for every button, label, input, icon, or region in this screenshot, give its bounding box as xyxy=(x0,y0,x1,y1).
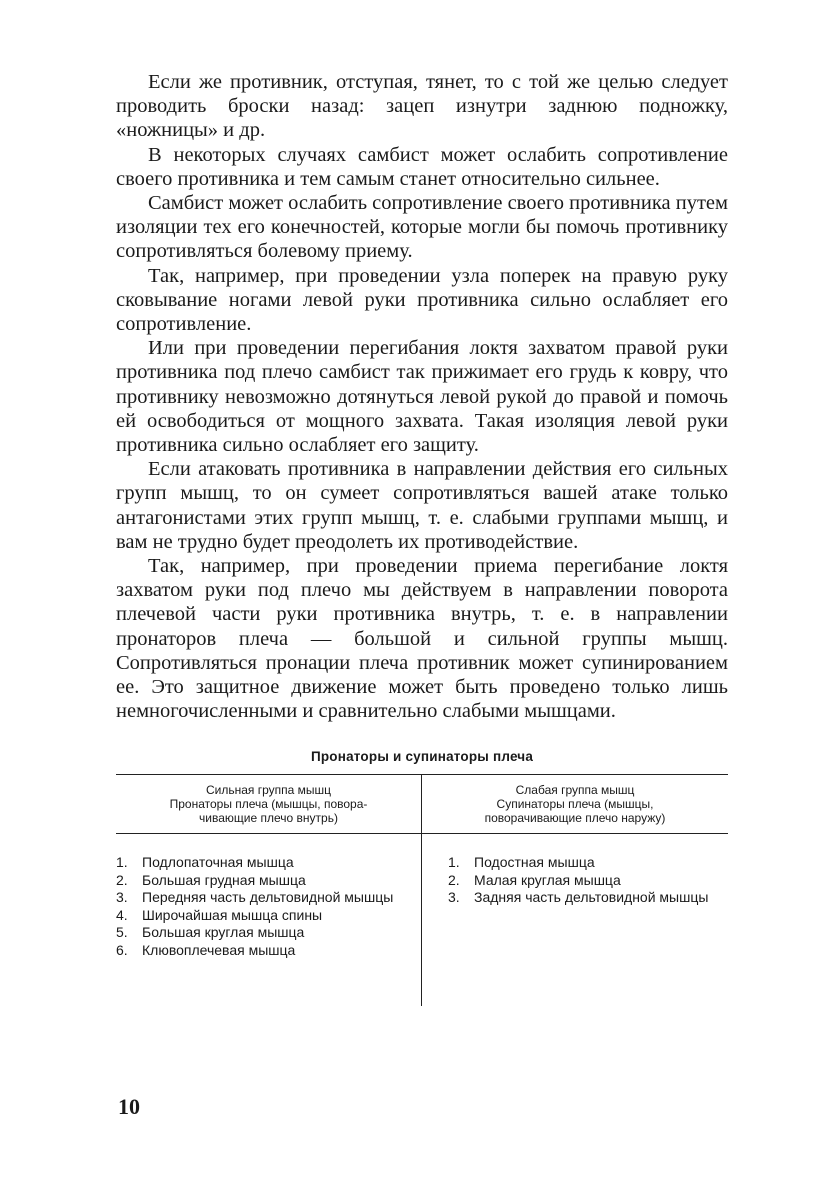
list-item xyxy=(116,942,413,960)
list-item-text: Подостная мышца xyxy=(474,854,595,871)
list-item-text: Большая грудная мышца xyxy=(142,871,306,888)
list-item-number: 1. xyxy=(448,854,460,871)
list-item-text: Большая круглая мышца xyxy=(142,924,305,941)
list-item xyxy=(448,854,720,872)
list-item-text: Передняя часть дельтовидной мышцы xyxy=(142,889,394,906)
paragraph-2: В некоторых случаях самбист может ослабить сопротивление своего противника и тем самым станет относительно сильнее. xyxy=(116,143,728,190)
pronator-list xyxy=(116,854,413,959)
right-column-header xyxy=(422,775,728,833)
list-item-text: Малая круглая мышца xyxy=(474,871,621,888)
left-column xyxy=(116,834,422,1006)
supinator-list xyxy=(448,854,720,907)
left-header-line-2: Пронаторы плеча (мышцы, повора- xyxy=(169,797,368,812)
list-item-number: 3. xyxy=(116,889,128,906)
table-body xyxy=(116,834,728,1006)
table-header xyxy=(116,775,728,834)
list-item xyxy=(448,872,720,890)
list-item-text: Задняя часть дельтовидной мышцы xyxy=(474,889,709,906)
paragraph-6: Если атаковать противника в направлении действия его сильных групп мышц, то он сумеет сопротивляться вашей атаке только антагонистами этих групп мышц, т. е. слабыми группами мышц, и вам не трудно будет преодолеть их противодействие. xyxy=(116,458,728,553)
page-number: 10 xyxy=(118,1094,140,1119)
list-item-number: 1. xyxy=(116,854,128,871)
paragraph-3: Самбист может ослабить сопротивление своего противника путем изоляции тех его конечностей, которые могли бы помочь противнику сопротивляться болевому приему. xyxy=(116,192,728,263)
paragraph-7: Так, например, при проведении приема перегибание локтя захватом руки под плечо мы действуем в направлении поворота плечевой части руки противника внутрь, т. е. в направлении пронаторов плеча — большой и сильной группы мышц. Сопротивляться пронации плеча противник может супинированием ее. Это защитное движение может быть проведено только лишь немногочисленными и сравнительно слабыми мышцами. xyxy=(116,555,728,723)
list-item-number: 6. xyxy=(116,941,128,958)
paragraph-5: Или при проведении перегибания локтя захватом правой руки противника под плечо самбист так прижимает его грудь к ковру, что противнику невозможно дотянуться левой рукой до правой и помочь ей освободиться от мощного захвата. Такая изоляция левой руки противника сильно ослабляет его защиту. xyxy=(116,337,728,457)
page-body xyxy=(116,70,728,1006)
muscle-table xyxy=(116,774,728,1006)
right-header-line-2: Супинаторы плеча (мышцы, xyxy=(496,797,654,812)
list-item-number: 5. xyxy=(116,924,128,941)
left-column-header xyxy=(116,775,422,833)
left-header-line-3: чивающие плечо внутрь) xyxy=(199,811,338,826)
list-item xyxy=(116,854,413,872)
list-item xyxy=(116,924,413,942)
list-item xyxy=(116,889,413,907)
list-item xyxy=(116,907,413,925)
list-item-number: 4. xyxy=(116,906,128,923)
paragraph-4: Так, например, при проведении узла поперек на правую руку сковывание ногами левой руки противника сильно ослабляет его сопротивление. xyxy=(116,264,728,336)
list-item xyxy=(448,889,720,907)
list-item-number: 2. xyxy=(116,871,128,888)
right-column xyxy=(422,834,728,1006)
paragraph-1: Если же противник, отступая, тянет, то с той же целью следует проводить броски назад: зацеп изнутри заднюю подножку, «ножницы» и др. xyxy=(116,71,728,142)
list-item-number: 2. xyxy=(448,871,460,888)
list-item-text: Клювоплечевая мышца xyxy=(142,941,296,958)
left-header-line-1: Сильная группа мышц xyxy=(205,783,332,798)
list-item xyxy=(116,872,413,890)
right-header-line-3: поворачивающие плечо наружу) xyxy=(484,811,666,826)
list-item-text: Широчайшая мышца спины xyxy=(142,906,323,923)
list-item-number: 3. xyxy=(448,889,460,906)
right-header-line-1: Слабая группа мышц xyxy=(515,783,635,798)
list-item-text: Подлопаточная мышца xyxy=(142,854,294,871)
table-title: Пронаторы и супинаторы плеча xyxy=(310,749,534,765)
